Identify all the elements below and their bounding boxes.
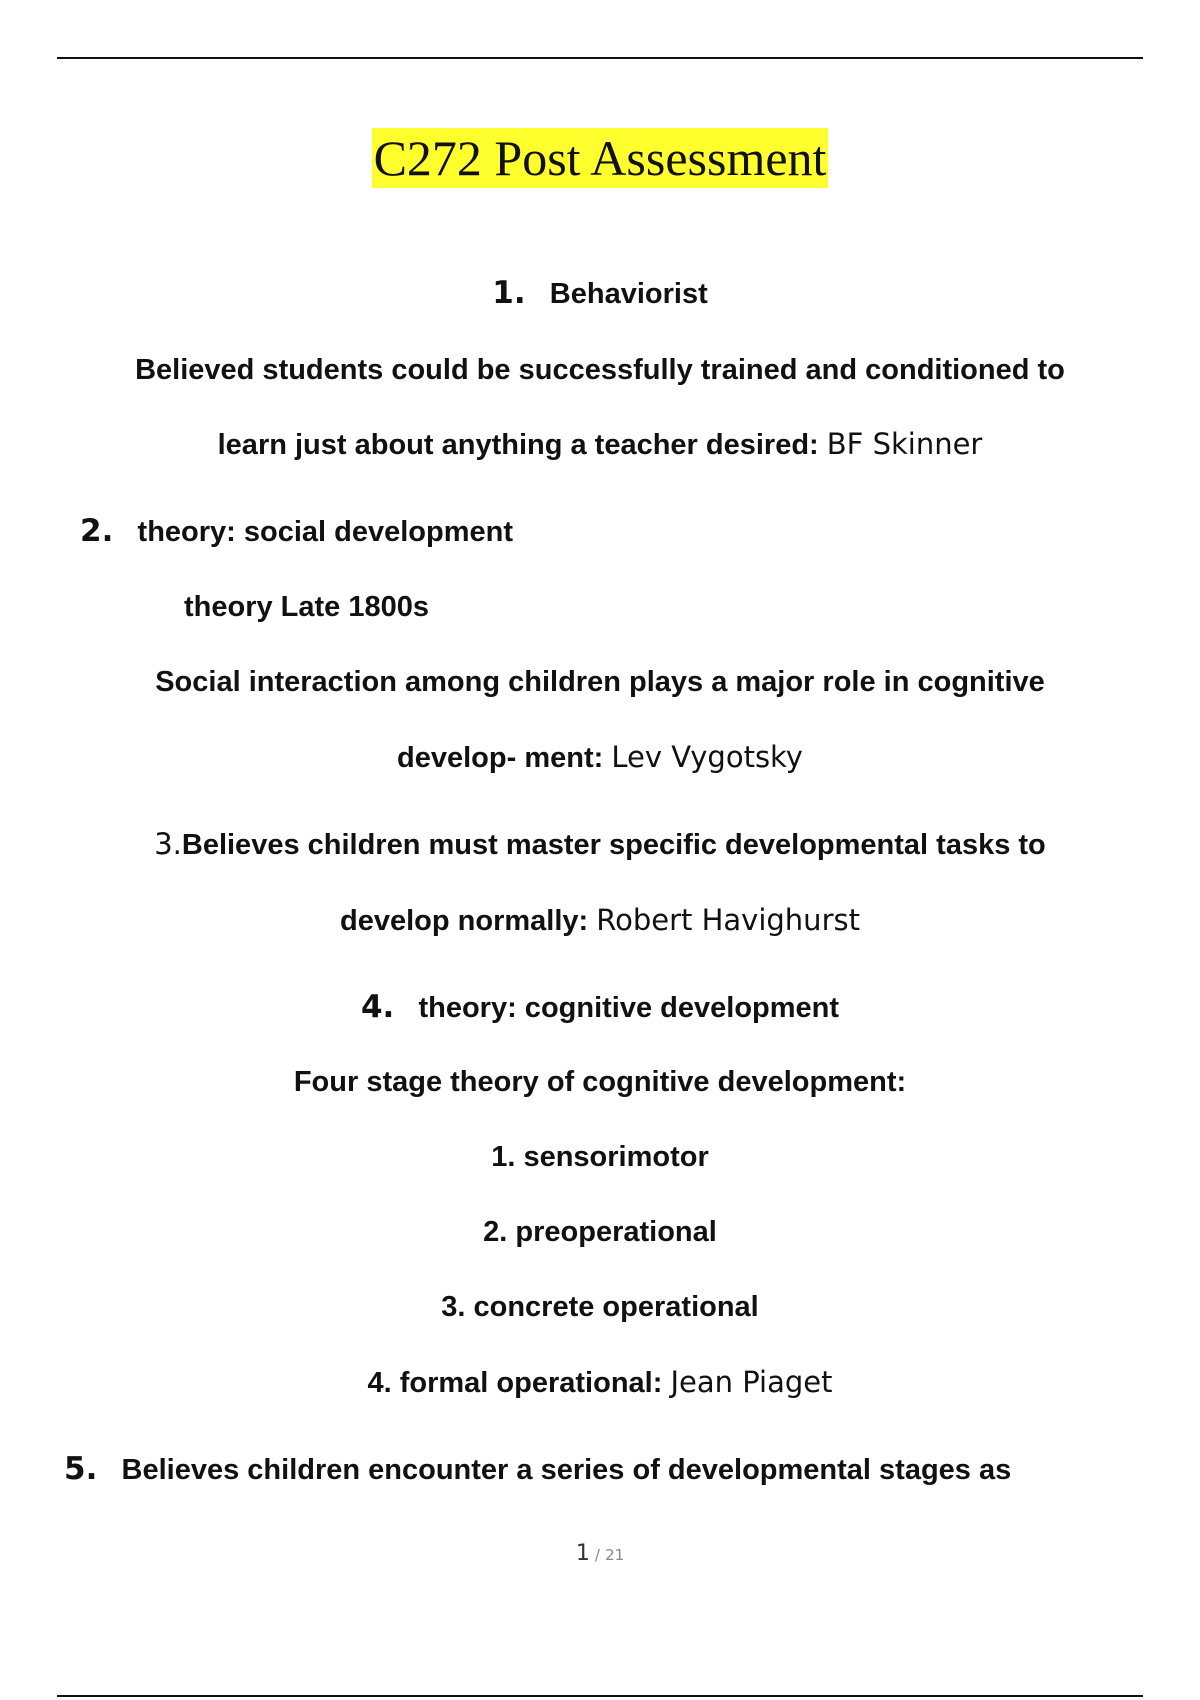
item-2-title: theory: social development — [137, 516, 514, 548]
item-1-question-text: learn just about anything a teacher desired: — [217, 429, 819, 461]
item-1-question-line-2 — [0, 424, 1200, 465]
bottom-rule — [57, 1695, 1143, 1697]
page-total: 21 — [605, 1546, 625, 1564]
document-title: C272 Post Assessment — [373, 130, 827, 186]
top-rule — [57, 57, 1143, 59]
item-4-intro: Four stage theory of cognitive development: — [293, 1066, 907, 1098]
item-2-question-line-2 — [0, 737, 1200, 778]
item-1-title: Behaviorist — [549, 278, 708, 310]
item-2-answer: Lev Vygotsky — [611, 740, 803, 774]
item-5-number: 5. — [64, 1451, 98, 1487]
item-4-stage-3: 3. concrete operational — [441, 1291, 759, 1323]
item-5-question-text: Believes children encounter a series of developmental stages as — [121, 1454, 1012, 1486]
page-number — [0, 1541, 1200, 1566]
item-5-question-line-1 — [64, 1449, 1164, 1490]
item-3-question-line-1 — [0, 824, 1200, 865]
item-1-number: 1. — [492, 275, 526, 311]
item-4-stage-1: 1. sensorimotor — [491, 1141, 709, 1173]
item-2-number: 2. — [80, 513, 114, 549]
item-3-number: 3. — [154, 827, 182, 861]
item-4-heading — [0, 987, 1200, 1028]
page-separator: / — [594, 1546, 600, 1564]
item-3-question-line-2 — [0, 900, 1200, 941]
item-3-answer: Robert Havighurst — [596, 903, 860, 937]
item-2-question-text: develop- ment: — [397, 742, 604, 774]
item-3-question-text-2: develop normally: — [340, 905, 589, 937]
item-4-title: theory: cognitive development — [418, 992, 840, 1024]
item-3-question-text-1: Believes children must master specific developmental tasks to — [181, 829, 1046, 861]
item-4-number: 4. — [360, 989, 395, 1025]
title-block — [0, 128, 1200, 188]
item-1-answer: BF Skinner — [826, 427, 983, 461]
item-2-heading — [80, 511, 1180, 552]
item-1-heading — [0, 273, 1200, 314]
item-4-stage-2: 2. preoperational — [483, 1216, 717, 1248]
item-4-stage-4-line — [0, 1362, 1200, 1403]
page-current: 1 — [575, 1541, 590, 1566]
item-2-subheading: theory Late 1800s — [184, 591, 430, 623]
item-4-answer: Jean Piaget — [670, 1365, 833, 1399]
item-2-question-line-1: Social interaction among children plays a major role in cognitive — [155, 666, 1045, 698]
item-1-question-line-1: Believed students could be successfully trained and conditioned to — [135, 354, 1065, 386]
item-4-stage-4: 4. formal operational: — [367, 1367, 663, 1399]
